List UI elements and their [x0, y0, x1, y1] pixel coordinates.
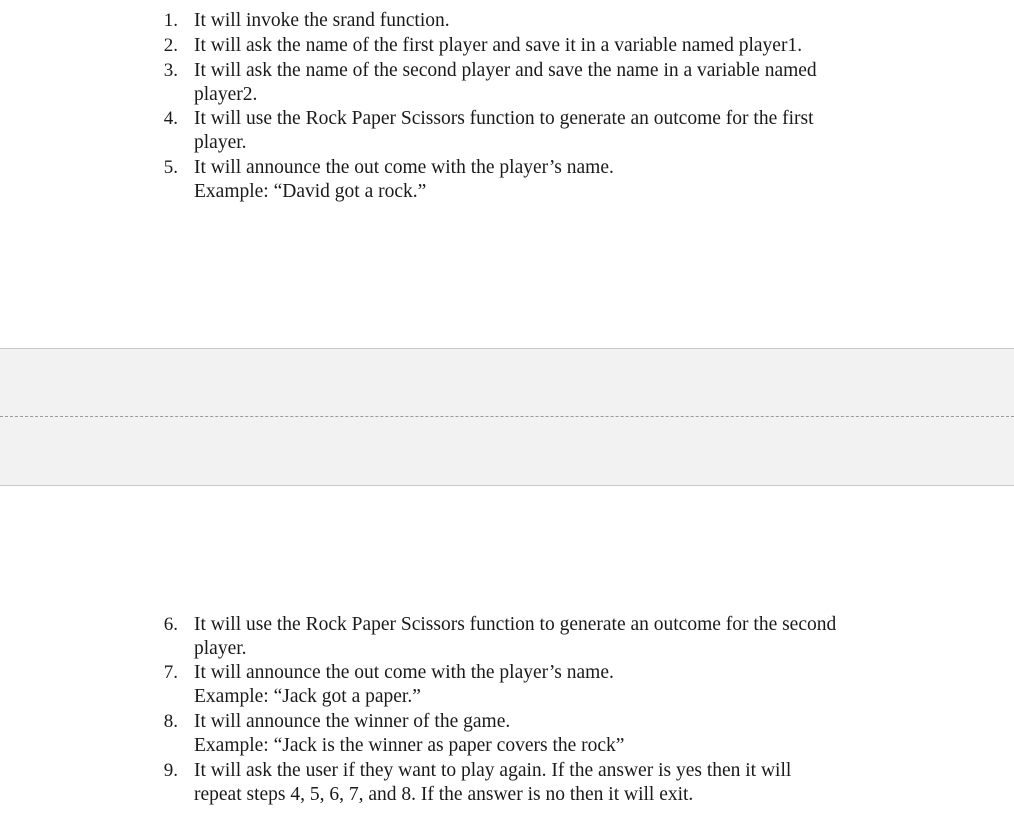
list-number: 5. — [163, 157, 178, 178]
list-item-example: Example: “David got a rock.” — [194, 181, 427, 202]
document-page-1 — [0, 0, 1014, 348]
list-item-text-continued: player2. — [194, 84, 258, 105]
list-number: 2. — [163, 35, 178, 56]
list-number: 6. — [163, 614, 178, 635]
list-item-text: It will ask the name of the first player and save it in a variable named player1. — [194, 35, 803, 56]
list-number: 1. — [163, 10, 178, 31]
list-item-text: It will ask the user if they want to play again. If the answer is yes then it will — [194, 760, 792, 781]
list-item-example: Example: “Jack got a paper.” — [194, 686, 421, 707]
list-item-text: It will announce the out come with the player’s name. — [194, 662, 614, 683]
list-item-text: It will invoke the srand function. — [194, 10, 450, 31]
list-item-example: Example: “Jack is the winner as paper covers the rock” — [194, 735, 625, 756]
list-item-text: It will announce the winner of the game. — [194, 711, 511, 732]
list-item-text-continued: player. — [194, 638, 247, 659]
list-number: 3. — [163, 60, 178, 81]
list-item-text-continued: repeat steps 4, 5, 6, 7, and 8. If the answer is no then it will exit. — [194, 784, 694, 805]
list-number: 8. — [163, 711, 178, 732]
list-number: 4. — [163, 108, 178, 129]
list-item-text-continued: player. — [194, 132, 247, 153]
list-item-text: It will use the Rock Paper Scissors function to generate an outcome for the first — [194, 108, 814, 129]
list-number: 9. — [163, 760, 178, 781]
list-item-text: It will announce the out come with the player’s name. — [194, 157, 614, 178]
list-item-text: It will ask the name of the second player and save the name in a variable named — [194, 60, 817, 81]
list-number: 7. — [163, 662, 178, 683]
page-gap — [0, 348, 1014, 486]
list-item-text: It will use the Rock Paper Scissors function to generate an outcome for the second — [194, 614, 837, 635]
document-page-2 — [0, 486, 1014, 813]
page-break-line — [0, 416, 1014, 417]
